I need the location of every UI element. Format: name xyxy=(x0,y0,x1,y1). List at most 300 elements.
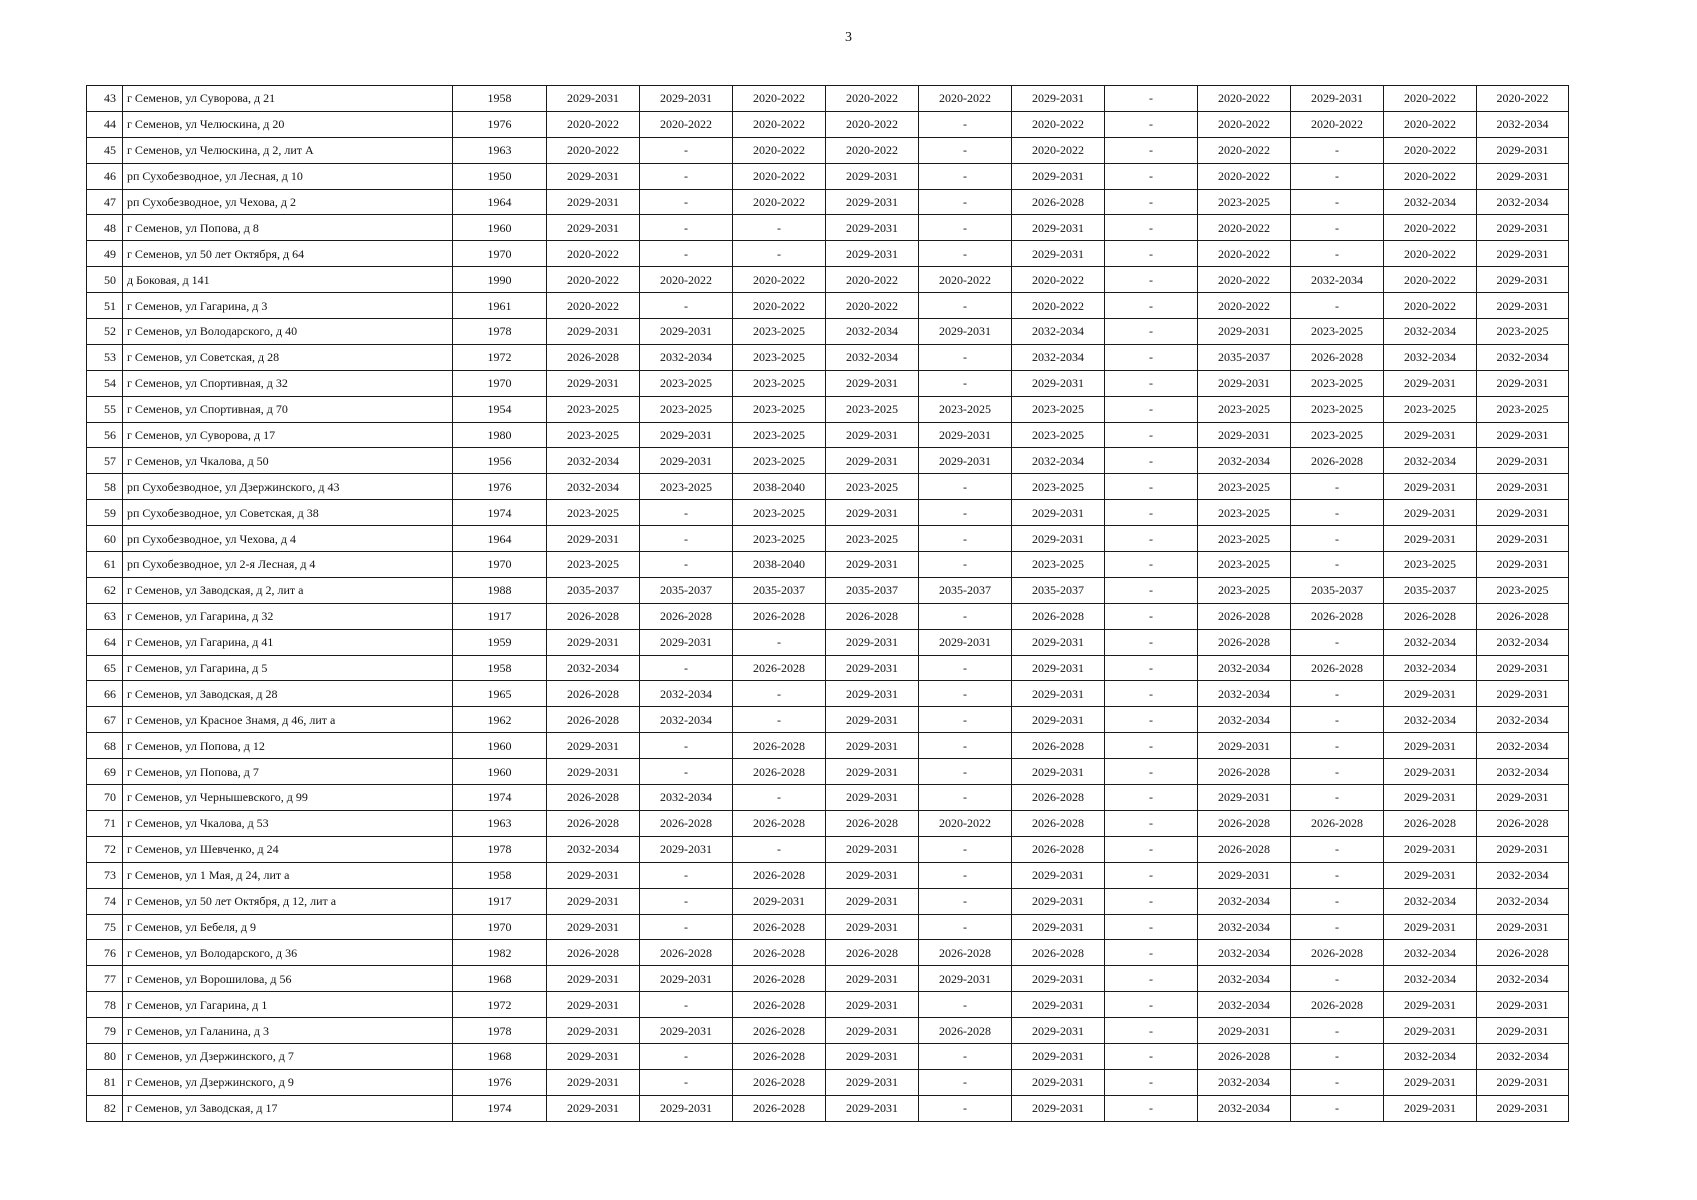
cell-period-4: 2029-2031 xyxy=(826,500,919,526)
cell-period-4: 2020-2022 xyxy=(826,111,919,137)
cell-period-10: 2020-2022 xyxy=(1384,111,1477,137)
cell-period-9: - xyxy=(1291,966,1384,992)
cell-period-10: 2032-2034 xyxy=(1384,319,1477,345)
cell-period-4: 2026-2028 xyxy=(826,603,919,629)
cell-period-10: 2032-2034 xyxy=(1384,888,1477,914)
cell-period-7: - xyxy=(1105,966,1198,992)
cell-period-8: 2032-2034 xyxy=(1198,888,1291,914)
table-row xyxy=(87,448,1569,474)
cell-period-1: 2029-2031 xyxy=(547,215,640,241)
cell-build-year: 1990 xyxy=(453,267,547,293)
cell-period-5: 2029-2031 xyxy=(919,629,1012,655)
cell-period-2: - xyxy=(640,500,733,526)
cell-period-10: 2029-2031 xyxy=(1384,992,1477,1018)
table-row xyxy=(87,759,1569,785)
table-row xyxy=(87,137,1569,163)
cell-address: г Семенов, ул Спортивная, д 32 xyxy=(123,370,453,396)
cell-period-9: 2026-2028 xyxy=(1291,344,1384,370)
cell-row-number: 45 xyxy=(87,137,123,163)
cell-period-4: 2029-2031 xyxy=(826,733,919,759)
cell-period-5: 2020-2022 xyxy=(919,86,1012,112)
cell-address: г Семенов, ул Бебеля, д 9 xyxy=(123,914,453,940)
cell-period-5: 2020-2022 xyxy=(919,810,1012,836)
cell-period-5: 2026-2028 xyxy=(919,1018,1012,1044)
table-row xyxy=(87,241,1569,267)
cell-period-10: 2032-2034 xyxy=(1384,629,1477,655)
cell-period-10: 2032-2034 xyxy=(1384,189,1477,215)
cell-build-year: 1982 xyxy=(453,940,547,966)
cell-period-2: 2020-2022 xyxy=(640,267,733,293)
table-row xyxy=(87,1069,1569,1095)
table-row xyxy=(87,681,1569,707)
cell-period-5: - xyxy=(919,370,1012,396)
cell-period-7: - xyxy=(1105,215,1198,241)
cell-period-2: - xyxy=(640,914,733,940)
cell-build-year: 1958 xyxy=(453,862,547,888)
cell-period-5: 2026-2028 xyxy=(919,940,1012,966)
cell-period-7: - xyxy=(1105,241,1198,267)
cell-period-3: 2020-2022 xyxy=(733,111,826,137)
cell-address: г Семенов, ул 50 лет Октября, д 12, лит а xyxy=(123,888,453,914)
cell-period-4: 2029-2031 xyxy=(826,1043,919,1069)
cell-period-9: - xyxy=(1291,552,1384,578)
cell-period-4: 2032-2034 xyxy=(826,319,919,345)
cell-period-10: 2029-2031 xyxy=(1384,1069,1477,1095)
table-row xyxy=(87,319,1569,345)
cell-address: г Семенов, ул Чкалова, д 53 xyxy=(123,810,453,836)
cell-period-1: 2029-2031 xyxy=(547,733,640,759)
cell-period-10: 2029-2031 xyxy=(1384,370,1477,396)
cell-build-year: 1917 xyxy=(453,888,547,914)
cell-period-9: - xyxy=(1291,1069,1384,1095)
cell-period-7: - xyxy=(1105,629,1198,655)
cell-build-year: 1974 xyxy=(453,500,547,526)
table-row xyxy=(87,862,1569,888)
cell-period-7: - xyxy=(1105,940,1198,966)
cell-address: г Семенов, ул Спортивная, д 70 xyxy=(123,396,453,422)
cell-period-4: 2029-2031 xyxy=(826,888,919,914)
table-row xyxy=(87,966,1569,992)
cell-period-8: 2032-2034 xyxy=(1198,992,1291,1018)
cell-period-1: 2029-2031 xyxy=(547,319,640,345)
cell-period-10: 2029-2031 xyxy=(1384,500,1477,526)
cell-period-3: 2026-2028 xyxy=(733,862,826,888)
cell-period-1: 2020-2022 xyxy=(547,241,640,267)
cell-period-8: 2020-2022 xyxy=(1198,163,1291,189)
cell-period-9: - xyxy=(1291,862,1384,888)
cell-period-4: 2020-2022 xyxy=(826,137,919,163)
cell-build-year: 1970 xyxy=(453,370,547,396)
cell-period-5: - xyxy=(919,681,1012,707)
table-row xyxy=(87,914,1569,940)
cell-period-1: 2035-2037 xyxy=(547,577,640,603)
cell-row-number: 51 xyxy=(87,293,123,319)
cell-period-9: - xyxy=(1291,707,1384,733)
table-row xyxy=(87,940,1569,966)
cell-row-number: 50 xyxy=(87,267,123,293)
cell-period-11: 2029-2031 xyxy=(1477,448,1569,474)
cell-build-year: 1976 xyxy=(453,1069,547,1095)
cell-period-10: 2029-2031 xyxy=(1384,862,1477,888)
cell-period-9: 2026-2028 xyxy=(1291,655,1384,681)
cell-address: г Семенов, ул Дзержинского, д 9 xyxy=(123,1069,453,1095)
cell-period-5: - xyxy=(919,293,1012,319)
cell-period-5: - xyxy=(919,1095,1012,1121)
cell-period-5: - xyxy=(919,344,1012,370)
cell-period-4: 2029-2031 xyxy=(826,1018,919,1044)
cell-period-4: 2029-2031 xyxy=(826,215,919,241)
cell-period-8: 2029-2031 xyxy=(1198,422,1291,448)
cell-period-11: 2029-2031 xyxy=(1477,1069,1569,1095)
cell-period-5: 2035-2037 xyxy=(919,577,1012,603)
cell-period-4: 2020-2022 xyxy=(826,267,919,293)
cell-period-3: 2023-2025 xyxy=(733,370,826,396)
cell-period-9: - xyxy=(1291,629,1384,655)
cell-period-8: 2032-2034 xyxy=(1198,966,1291,992)
table-row xyxy=(87,526,1569,552)
cell-period-11: 2029-2031 xyxy=(1477,655,1569,681)
cell-period-9: - xyxy=(1291,888,1384,914)
cell-period-6: 2023-2025 xyxy=(1012,552,1105,578)
cell-period-5: - xyxy=(919,655,1012,681)
cell-period-1: 2026-2028 xyxy=(547,940,640,966)
cell-period-11: 2032-2034 xyxy=(1477,966,1569,992)
cell-period-8: 2023-2025 xyxy=(1198,552,1291,578)
cell-period-2: 2029-2031 xyxy=(640,629,733,655)
cell-period-6: 2029-2031 xyxy=(1012,914,1105,940)
cell-period-9: - xyxy=(1291,215,1384,241)
cell-address: г Семенов, ул Попова, д 7 xyxy=(123,759,453,785)
cell-period-7: - xyxy=(1105,655,1198,681)
cell-period-2: 2023-2025 xyxy=(640,396,733,422)
cell-period-6: 2035-2037 xyxy=(1012,577,1105,603)
cell-build-year: 1959 xyxy=(453,629,547,655)
cell-period-8: 2029-2031 xyxy=(1198,785,1291,811)
cell-period-1: 2029-2031 xyxy=(547,966,640,992)
cell-period-2: 2020-2022 xyxy=(640,111,733,137)
cell-row-number: 59 xyxy=(87,500,123,526)
cell-period-3: 2026-2028 xyxy=(733,940,826,966)
cell-period-7: - xyxy=(1105,344,1198,370)
cell-period-5: 2029-2031 xyxy=(919,448,1012,474)
cell-period-5: - xyxy=(919,552,1012,578)
cell-period-5: - xyxy=(919,526,1012,552)
cell-period-10: 2029-2031 xyxy=(1384,733,1477,759)
cell-period-11: 2029-2031 xyxy=(1477,422,1569,448)
cell-period-8: 2026-2028 xyxy=(1198,1043,1291,1069)
cell-period-10: 2032-2034 xyxy=(1384,344,1477,370)
cell-period-7: - xyxy=(1105,1043,1198,1069)
cell-period-10: 2029-2031 xyxy=(1384,759,1477,785)
cell-period-10: 2029-2031 xyxy=(1384,836,1477,862)
cell-period-1: 2026-2028 xyxy=(547,681,640,707)
cell-period-3: 2023-2025 xyxy=(733,526,826,552)
cell-period-6: 2020-2022 xyxy=(1012,293,1105,319)
cell-address: г Семенов, ул Гагарина, д 3 xyxy=(123,293,453,319)
cell-period-6: 2029-2031 xyxy=(1012,992,1105,1018)
cell-period-9: - xyxy=(1291,759,1384,785)
cell-period-4: 2026-2028 xyxy=(826,940,919,966)
cell-period-10: 2032-2034 xyxy=(1384,655,1477,681)
table-row xyxy=(87,733,1569,759)
cell-period-9: - xyxy=(1291,836,1384,862)
cell-period-8: 2023-2025 xyxy=(1198,577,1291,603)
cell-period-10: 2020-2022 xyxy=(1384,163,1477,189)
cell-period-1: 2020-2022 xyxy=(547,293,640,319)
cell-period-10: 2029-2031 xyxy=(1384,1095,1477,1121)
cell-period-3: 2026-2028 xyxy=(733,759,826,785)
cell-period-1: 2023-2025 xyxy=(547,396,640,422)
cell-period-2: 2029-2031 xyxy=(640,86,733,112)
cell-period-3: 2023-2025 xyxy=(733,500,826,526)
cell-build-year: 1962 xyxy=(453,707,547,733)
cell-period-7: - xyxy=(1105,370,1198,396)
cell-period-7: - xyxy=(1105,474,1198,500)
cell-row-number: 64 xyxy=(87,629,123,655)
cell-period-7: - xyxy=(1105,396,1198,422)
cell-build-year: 1958 xyxy=(453,86,547,112)
cell-row-number: 69 xyxy=(87,759,123,785)
cell-row-number: 76 xyxy=(87,940,123,966)
cell-period-2: 2032-2034 xyxy=(640,707,733,733)
cell-period-8: 2032-2034 xyxy=(1198,1095,1291,1121)
cell-period-1: 2032-2034 xyxy=(547,655,640,681)
cell-period-5: - xyxy=(919,189,1012,215)
cell-period-4: 2029-2031 xyxy=(826,189,919,215)
cell-row-number: 74 xyxy=(87,888,123,914)
table-row xyxy=(87,992,1569,1018)
cell-period-4: 2023-2025 xyxy=(826,396,919,422)
cell-period-8: 2035-2037 xyxy=(1198,344,1291,370)
cell-period-2: - xyxy=(640,1043,733,1069)
cell-period-8: 2032-2034 xyxy=(1198,940,1291,966)
cell-build-year: 1960 xyxy=(453,733,547,759)
cell-period-3: 2038-2040 xyxy=(733,474,826,500)
cell-period-4: 2032-2034 xyxy=(826,344,919,370)
cell-period-5: - xyxy=(919,215,1012,241)
cell-build-year: 1976 xyxy=(453,474,547,500)
cell-period-11: 2026-2028 xyxy=(1477,940,1569,966)
cell-period-8: 2023-2025 xyxy=(1198,189,1291,215)
cell-row-number: 81 xyxy=(87,1069,123,1095)
cell-period-6: 2029-2031 xyxy=(1012,655,1105,681)
cell-period-8: 2020-2022 xyxy=(1198,241,1291,267)
cell-period-11: 2029-2031 xyxy=(1477,1095,1569,1121)
cell-period-1: 2029-2031 xyxy=(547,888,640,914)
cell-address: рп Сухобезводное, ул Дзержинского, д 43 xyxy=(123,474,453,500)
table-row xyxy=(87,189,1569,215)
cell-period-2: 2029-2031 xyxy=(640,966,733,992)
cell-period-2: - xyxy=(640,526,733,552)
cell-period-7: - xyxy=(1105,681,1198,707)
cell-period-11: 2023-2025 xyxy=(1477,577,1569,603)
cell-period-5: - xyxy=(919,163,1012,189)
cell-row-number: 43 xyxy=(87,86,123,112)
cell-period-10: 2020-2022 xyxy=(1384,293,1477,319)
cell-row-number: 48 xyxy=(87,215,123,241)
cell-period-7: - xyxy=(1105,914,1198,940)
table-row xyxy=(87,577,1569,603)
cell-address: г Семенов, ул Советская, д 28 xyxy=(123,344,453,370)
cell-period-3: 2020-2022 xyxy=(733,189,826,215)
cell-period-2: 2023-2025 xyxy=(640,474,733,500)
cell-period-11: 2029-2031 xyxy=(1477,992,1569,1018)
cell-period-11: 2032-2034 xyxy=(1477,111,1569,137)
cell-build-year: 1964 xyxy=(453,189,547,215)
cell-period-9: - xyxy=(1291,474,1384,500)
cell-period-4: 2029-2031 xyxy=(826,966,919,992)
cell-address: г Семенов, ул Заводская, д 28 xyxy=(123,681,453,707)
cell-period-4: 2029-2031 xyxy=(826,552,919,578)
cell-period-4: 2029-2031 xyxy=(826,422,919,448)
cell-address: г Семенов, ул 50 лет Октября, д 64 xyxy=(123,241,453,267)
cell-period-1: 2020-2022 xyxy=(547,111,640,137)
cell-period-7: - xyxy=(1105,319,1198,345)
cell-build-year: 1965 xyxy=(453,681,547,707)
cell-period-8: 2032-2034 xyxy=(1198,681,1291,707)
cell-period-4: 2029-2031 xyxy=(826,163,919,189)
cell-period-5: - xyxy=(919,707,1012,733)
cell-period-6: 2026-2028 xyxy=(1012,940,1105,966)
cell-period-7: - xyxy=(1105,577,1198,603)
cell-period-11: 2029-2031 xyxy=(1477,370,1569,396)
cell-period-3: 2026-2028 xyxy=(733,655,826,681)
cell-period-1: 2029-2031 xyxy=(547,1095,640,1121)
cell-period-1: 2029-2031 xyxy=(547,370,640,396)
cell-period-1: 2032-2034 xyxy=(547,474,640,500)
cell-period-9: - xyxy=(1291,914,1384,940)
cell-period-10: 2029-2031 xyxy=(1384,474,1477,500)
cell-period-6: 2023-2025 xyxy=(1012,422,1105,448)
cell-row-number: 71 xyxy=(87,810,123,836)
cell-period-8: 2023-2025 xyxy=(1198,526,1291,552)
table-row xyxy=(87,344,1569,370)
cell-period-3: 2026-2028 xyxy=(733,992,826,1018)
cell-build-year: 1963 xyxy=(453,810,547,836)
cell-period-10: 2032-2034 xyxy=(1384,707,1477,733)
cell-period-10: 2029-2031 xyxy=(1384,681,1477,707)
cell-period-6: 2026-2028 xyxy=(1012,810,1105,836)
cell-period-2: - xyxy=(640,552,733,578)
cell-period-3: 2020-2022 xyxy=(733,267,826,293)
cell-build-year: 1960 xyxy=(453,759,547,785)
table-row xyxy=(87,474,1569,500)
cell-row-number: 49 xyxy=(87,241,123,267)
cell-period-9: - xyxy=(1291,500,1384,526)
cell-period-10: 2035-2037 xyxy=(1384,577,1477,603)
cell-address: г Семенов, ул Дзержинского, д 7 xyxy=(123,1043,453,1069)
cell-address: г Семенов, ул Чкалова, д 50 xyxy=(123,448,453,474)
cell-period-1: 2026-2028 xyxy=(547,810,640,836)
cell-period-11: 2032-2034 xyxy=(1477,888,1569,914)
page-number: 3 xyxy=(845,30,852,45)
cell-period-1: 2029-2031 xyxy=(547,163,640,189)
cell-period-4: 2023-2025 xyxy=(826,526,919,552)
cell-period-4: 2029-2031 xyxy=(826,785,919,811)
cell-address: г Семенов, ул Попова, д 8 xyxy=(123,215,453,241)
cell-period-4: 2029-2031 xyxy=(826,370,919,396)
cell-build-year: 1972 xyxy=(453,992,547,1018)
cell-period-11: 2029-2031 xyxy=(1477,293,1569,319)
cell-build-year: 1968 xyxy=(453,966,547,992)
cell-period-1: 2026-2028 xyxy=(547,785,640,811)
cell-period-11: 2032-2034 xyxy=(1477,759,1569,785)
cell-period-11: 2029-2031 xyxy=(1477,137,1569,163)
cell-period-9: 2032-2034 xyxy=(1291,267,1384,293)
cell-period-3: 2026-2028 xyxy=(733,1095,826,1121)
cell-period-2: - xyxy=(640,189,733,215)
cell-period-9: - xyxy=(1291,241,1384,267)
cell-period-3: 2020-2022 xyxy=(733,137,826,163)
cell-period-11: 2029-2031 xyxy=(1477,1018,1569,1044)
cell-period-11: 2032-2034 xyxy=(1477,344,1569,370)
cell-period-3: 2026-2028 xyxy=(733,810,826,836)
cell-period-7: - xyxy=(1105,111,1198,137)
cell-period-3: 2035-2037 xyxy=(733,577,826,603)
cell-period-2: - xyxy=(640,137,733,163)
cell-row-number: 70 xyxy=(87,785,123,811)
cell-period-6: 2029-2031 xyxy=(1012,629,1105,655)
cell-period-6: 2029-2031 xyxy=(1012,707,1105,733)
cell-period-11: 2029-2031 xyxy=(1477,552,1569,578)
cell-period-5: - xyxy=(919,603,1012,629)
cell-row-number: 63 xyxy=(87,603,123,629)
cell-period-10: 2029-2031 xyxy=(1384,785,1477,811)
table-row xyxy=(87,86,1569,112)
cell-period-7: - xyxy=(1105,1069,1198,1095)
cell-period-9: 2026-2028 xyxy=(1291,603,1384,629)
cell-period-10: 2026-2028 xyxy=(1384,810,1477,836)
cell-address: г Семенов, ул Гагарина, д 32 xyxy=(123,603,453,629)
cell-build-year: 1978 xyxy=(453,319,547,345)
table-row xyxy=(87,707,1569,733)
table-body xyxy=(87,86,1569,1122)
cell-row-number: 54 xyxy=(87,370,123,396)
cell-period-3: - xyxy=(733,241,826,267)
cell-address: г Семенов, ул Володарского, д 40 xyxy=(123,319,453,345)
cell-build-year: 1954 xyxy=(453,396,547,422)
cell-period-9: - xyxy=(1291,1095,1384,1121)
cell-period-1: 2032-2034 xyxy=(547,448,640,474)
cell-build-year: 1960 xyxy=(453,215,547,241)
cell-period-6: 2026-2028 xyxy=(1012,785,1105,811)
cell-address: г Семенов, ул Челюскина, д 20 xyxy=(123,111,453,137)
cell-period-6: 2029-2031 xyxy=(1012,86,1105,112)
cell-period-4: 2026-2028 xyxy=(826,810,919,836)
cell-period-3: 2023-2025 xyxy=(733,344,826,370)
cell-period-9: - xyxy=(1291,1043,1384,1069)
table-row xyxy=(87,293,1569,319)
cell-row-number: 56 xyxy=(87,422,123,448)
table-row xyxy=(87,370,1569,396)
cell-period-3: 2026-2028 xyxy=(733,1043,826,1069)
cell-period-10: 2020-2022 xyxy=(1384,267,1477,293)
cell-period-10: 2020-2022 xyxy=(1384,215,1477,241)
cell-period-5: - xyxy=(919,836,1012,862)
cell-period-11: 2029-2031 xyxy=(1477,681,1569,707)
cell-period-9: - xyxy=(1291,163,1384,189)
cell-period-2: 2026-2028 xyxy=(640,603,733,629)
cell-period-7: - xyxy=(1105,137,1198,163)
cell-period-1: 2029-2031 xyxy=(547,992,640,1018)
cell-period-11: 2032-2034 xyxy=(1477,862,1569,888)
cell-period-11: 2029-2031 xyxy=(1477,914,1569,940)
cell-period-7: - xyxy=(1105,888,1198,914)
cell-period-5: - xyxy=(919,137,1012,163)
cell-period-1: 2026-2028 xyxy=(547,603,640,629)
table-row xyxy=(87,396,1569,422)
cell-build-year: 1974 xyxy=(453,785,547,811)
